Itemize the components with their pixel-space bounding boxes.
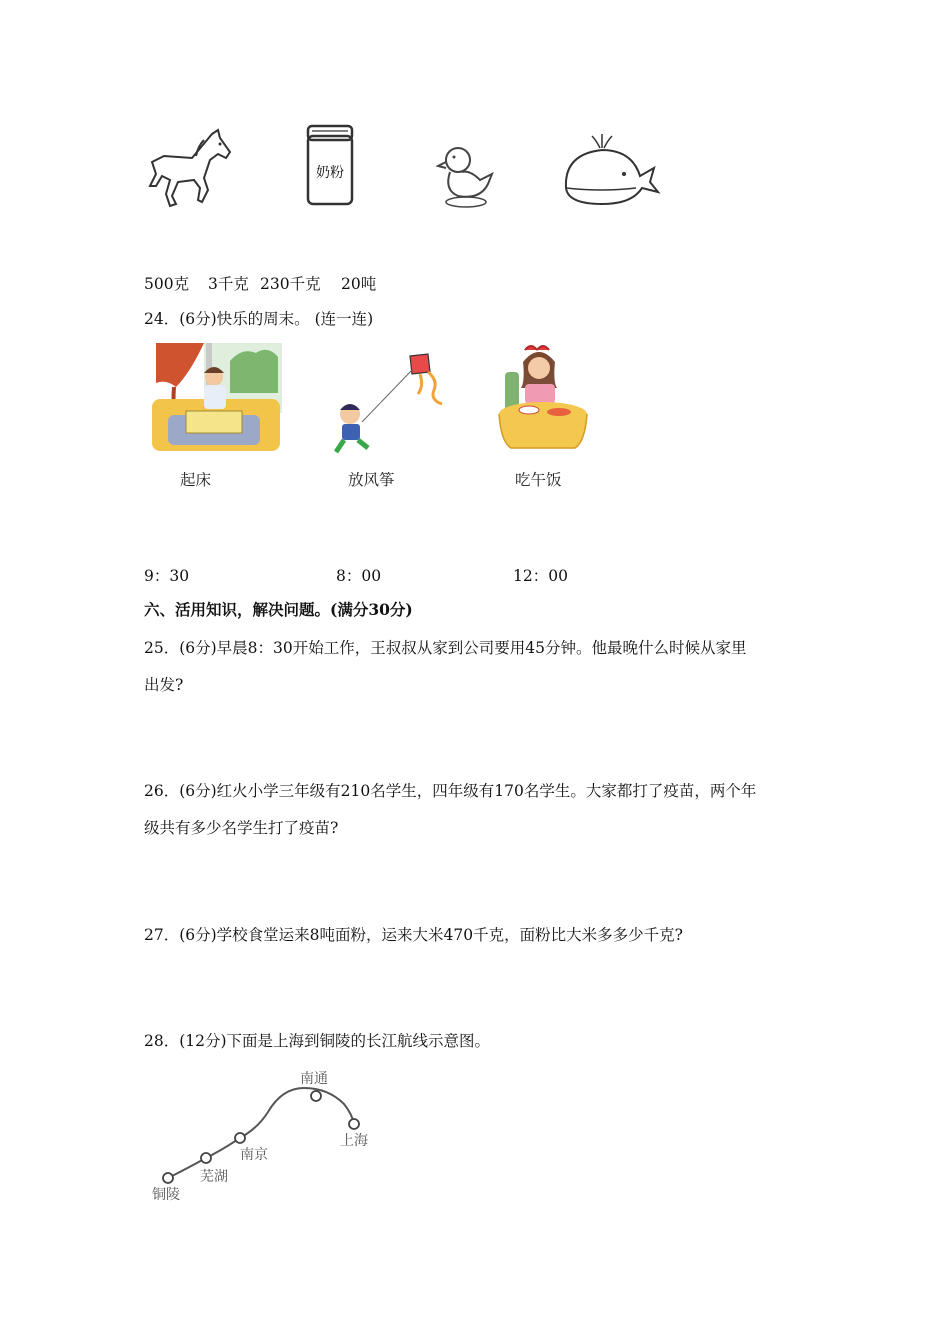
question-27-line1: 27．(6分)学校食堂运来8吨面粉，运来大米470千克，面粉比大米多多少千克? <box>144 926 683 944</box>
time-option: 8：00 <box>336 567 382 585</box>
horse-picture <box>142 126 234 210</box>
time-option: 12：00 <box>513 567 568 585</box>
map-label: 南通 <box>300 1071 328 1087</box>
map-node-nanjing <box>235 1133 245 1143</box>
question-24-title: 24．(6分)快乐的周末。 (连一连) <box>144 310 374 328</box>
milk-powder-jar <box>302 122 358 208</box>
weight-option: 20吨 <box>341 275 377 293</box>
map-node-wuhu <box>201 1153 211 1163</box>
question-28-line1: 28．(12分)下面是上海到铜陵的长江航线示意图。 <box>144 1032 491 1050</box>
lunch-picture <box>497 342 589 454</box>
map-node-nantong <box>311 1091 321 1101</box>
map-node-tongling <box>163 1173 173 1183</box>
map-node-shanghai <box>349 1119 359 1129</box>
section-heading: 六、活用知识，解决问题。(满分30分) <box>144 600 413 619</box>
activity-label: 放风筝 <box>348 471 395 489</box>
weight-option: 500克 <box>144 275 190 293</box>
map-label: 上海 <box>340 1133 368 1149</box>
weight-option: 230千克 <box>260 275 321 293</box>
activity-label: 吃午饭 <box>515 471 562 489</box>
getting-up-picture <box>150 343 282 457</box>
question-26-line1: 26．(6分)红火小学三年级有210名学生，四年级有170名学生。大家都打了疫苗，两个年 <box>144 782 757 800</box>
question-25-line1: 25．(6分)早晨8：30开始工作，王叔叔从家到公司要用45分钟。他最晚什么时候从家里 <box>144 639 747 657</box>
time-option: 9：30 <box>144 567 190 585</box>
map-label: 芜湖 <box>200 1169 228 1185</box>
kite-flying-picture <box>330 350 450 460</box>
activity-label: 起床 <box>180 471 212 489</box>
whale-picture <box>562 132 662 208</box>
weight-option: 3千克 <box>208 275 249 293</box>
map-label: 南京 <box>240 1147 268 1163</box>
question-26-line2: 级共有多少名学生打了疫苗? <box>144 819 339 837</box>
jar-label: 奶粉 <box>316 165 344 181</box>
duck-picture <box>436 140 496 210</box>
map-label: 铜陵 <box>152 1187 180 1203</box>
question-25-line2: 出发? <box>144 676 184 694</box>
yangtze-route-map <box>148 1066 388 1206</box>
